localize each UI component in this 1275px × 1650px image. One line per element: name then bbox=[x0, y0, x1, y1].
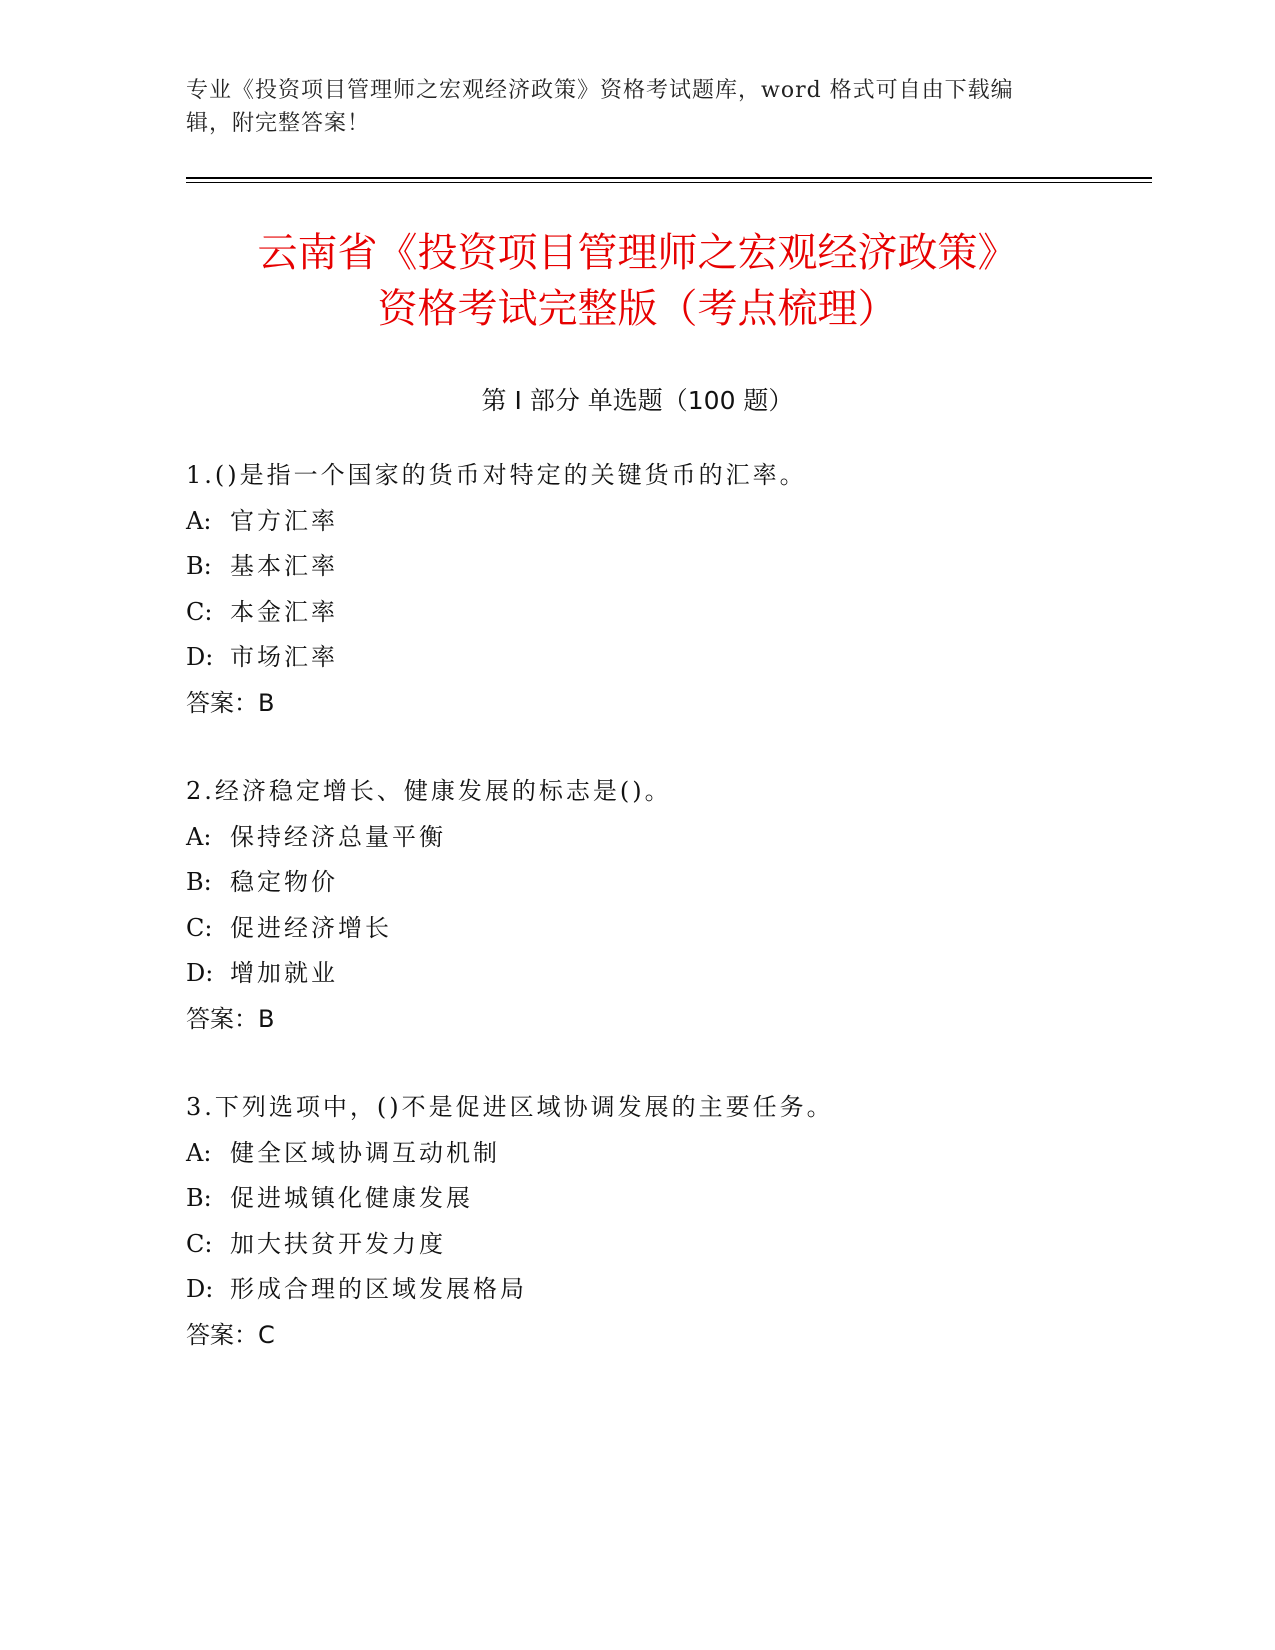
option-b bbox=[186, 544, 1146, 590]
option-d bbox=[186, 635, 1146, 681]
header-divider-thick bbox=[186, 177, 1152, 179]
question-stem: 2.经济稳定增长、健康发展的标志是()。 bbox=[186, 777, 672, 805]
option-text: 保持经济总量平衡 bbox=[230, 822, 446, 851]
option-text: 基本汇率 bbox=[230, 552, 338, 580]
option-d bbox=[186, 951, 1146, 997]
question-2 bbox=[186, 769, 1146, 1042]
document-title-line1: 云南省《投资项目管理师之宏观经济政策》 bbox=[257, 230, 1018, 276]
option-text: 市场汇率 bbox=[230, 643, 338, 671]
section-heading: 第 I 部分 单选题（100 题） bbox=[481, 386, 794, 415]
question-answer: 答案：C bbox=[186, 1320, 275, 1349]
option-letter: B: bbox=[186, 1184, 212, 1212]
option-text: 本金汇率 bbox=[230, 597, 338, 626]
option-c bbox=[186, 906, 1146, 952]
question-3 bbox=[186, 1085, 1146, 1358]
option-text: 增加就业 bbox=[230, 959, 338, 987]
option-text: 促进城镇化健康发展 bbox=[230, 1184, 473, 1212]
option-text: 健全区域协调互动机制 bbox=[230, 1138, 500, 1167]
option-text: 促进经济增长 bbox=[230, 913, 392, 942]
option-letter: B: bbox=[186, 552, 212, 580]
question-1 bbox=[186, 453, 1146, 726]
option-d bbox=[186, 1267, 1146, 1313]
option-letter: C: bbox=[186, 1229, 213, 1258]
document-title bbox=[100, 225, 1175, 337]
option-text: 加大扶贫开发力度 bbox=[230, 1229, 446, 1258]
option-text: 稳定物价 bbox=[230, 868, 338, 896]
header-note-line2: 辑，附完整答案！ bbox=[186, 111, 371, 136]
option-letter: B: bbox=[186, 868, 212, 896]
option-b bbox=[186, 1176, 1146, 1222]
header-note-line1: 专业《投资项目管理师之宏观经济政策》资格考试题库，word 格式可自由下载编 bbox=[186, 78, 1014, 103]
header-divider-thin bbox=[186, 182, 1152, 183]
question-stem: 1.()是指一个国家的货币对特定的关键货币的汇率。 bbox=[186, 461, 807, 489]
option-c bbox=[186, 1222, 1146, 1268]
option-b bbox=[186, 860, 1146, 906]
option-a bbox=[186, 1131, 1146, 1177]
option-letter: D: bbox=[186, 1275, 214, 1303]
option-letter: D: bbox=[186, 959, 214, 987]
option-letter: C: bbox=[186, 597, 213, 626]
option-letter: A: bbox=[186, 1138, 212, 1167]
option-text: 官方汇率 bbox=[230, 506, 338, 535]
option-letter: A: bbox=[186, 822, 212, 851]
option-a bbox=[186, 499, 1146, 545]
option-letter: D: bbox=[186, 643, 214, 671]
option-letter: C: bbox=[186, 913, 213, 942]
question-answer: 答案：B bbox=[186, 688, 275, 717]
option-a bbox=[186, 815, 1146, 861]
option-c bbox=[186, 590, 1146, 636]
question-stem: 3.下列选项中，()不是促进区域协调发展的主要任务。 bbox=[186, 1093, 834, 1121]
document-title-line2: 资格考试完整版（考点梳理） bbox=[377, 286, 898, 332]
option-text: 形成合理的区域发展格局 bbox=[230, 1275, 527, 1303]
header-note bbox=[186, 74, 1066, 140]
question-answer: 答案：B bbox=[186, 1004, 275, 1033]
option-letter: A: bbox=[186, 506, 212, 535]
